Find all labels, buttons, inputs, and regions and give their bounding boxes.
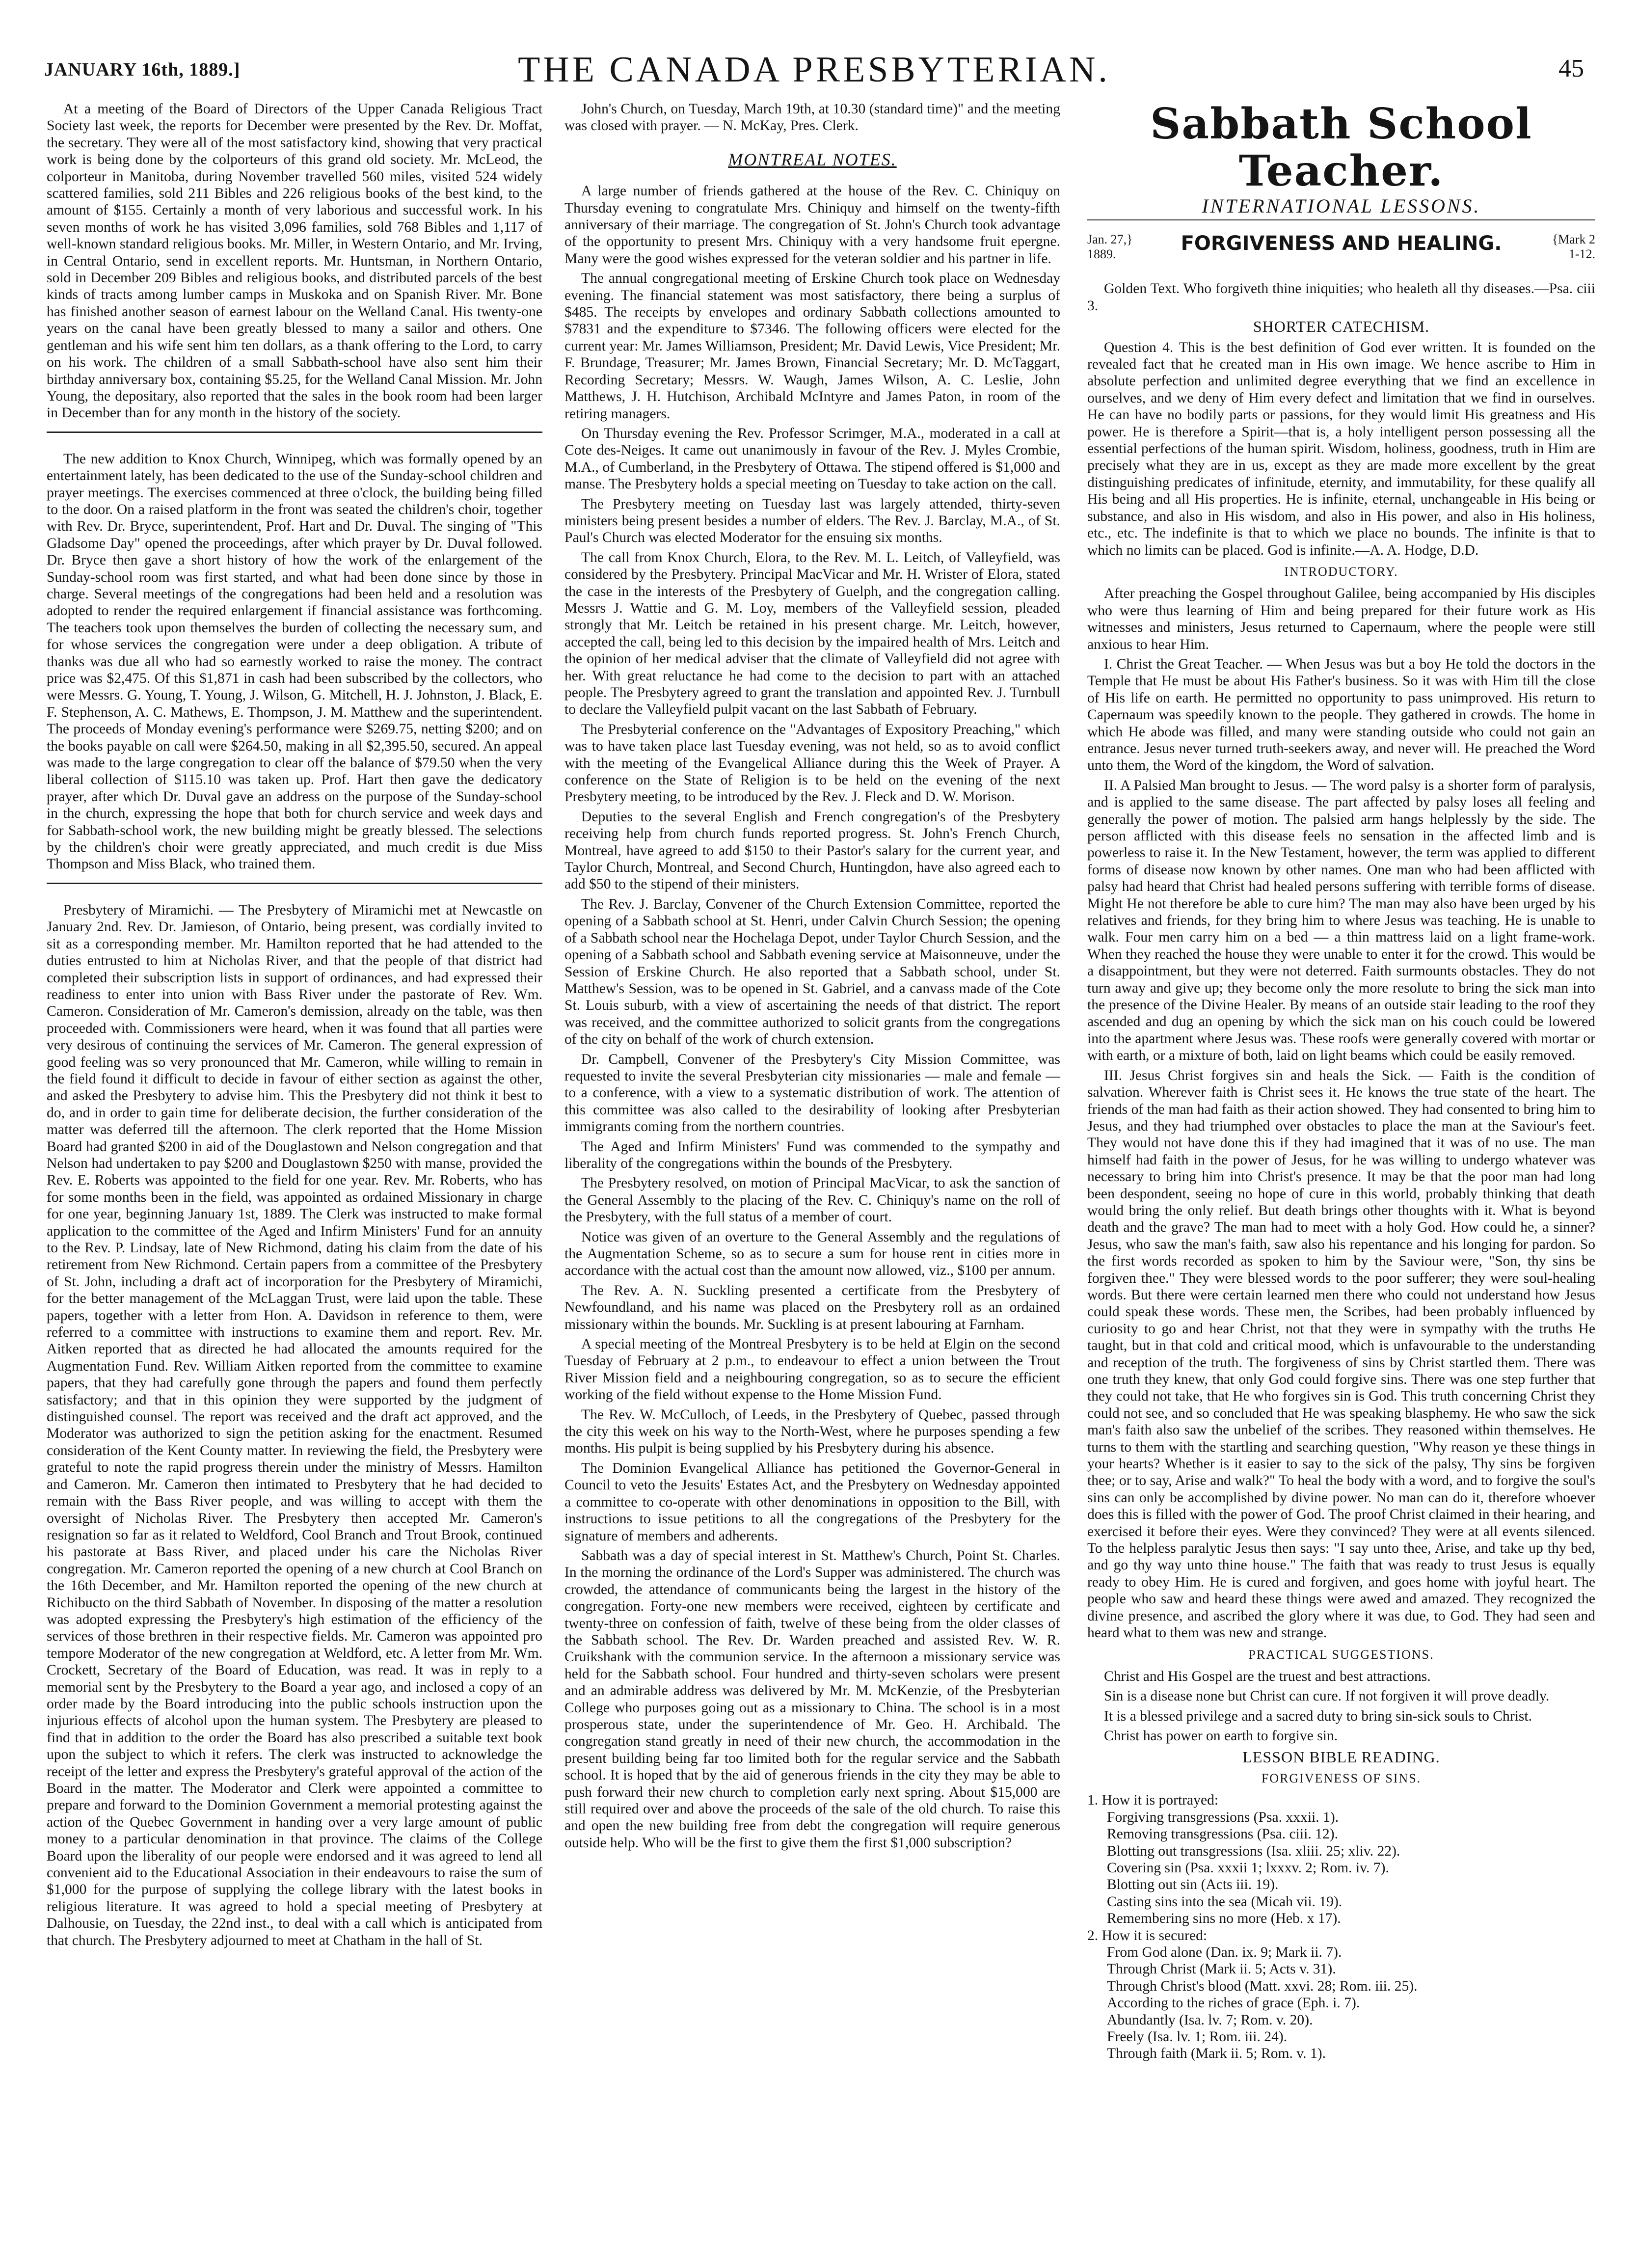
catechism-heading: SHORTER CATECHISM. bbox=[1253, 318, 1430, 336]
paragraph: The annual congregational meeting of Erskine Church took place on Wednesday evening. The financial statement was most satisfactory, there being a surplus of $485. The receipts by envelopes and ordinary Sabbath collections amounted to $7831 and the expenditure to $7346. The following officers were elected for the current year: Mr. James Williamson, President; Mr. David Lewis, Vice President; Mr. F. Brundage, Treasurer; Mr. James Brown, Financial Secretary; Mr. D. McTaggart, Recording Secretary; Messrs. W. Waugh, James Wilson, A. C. Leslie, John Matthews, J. H. Hutchison, Archibald McIntyre and James Paton, in room of the retiring managers. bbox=[564, 270, 1060, 422]
lesson-date: Jan. 27,} 1889. bbox=[1087, 232, 1133, 262]
lesson-reference: {Mark 2 1-12. bbox=[1552, 232, 1595, 262]
list-item: Removing transgressions (Psa. ciii. 12). bbox=[1107, 1826, 1338, 1842]
article-knox-church-winnipeg: The new addition to Knox Church, Winnipeg, which was formally opened by an entertainment lately, has been dedicated to the use of the Sunday-school children and prayer meetings. The exercises commenced at three o'clock, the building being filled to the door. On a raised platform in the front was seated the children's choir, together with Rev. Dr. Bryce, superintendent, Prof. Hart and Dr. Duval. The singing of "This Gladsome Day" opened the proceedings, after which prayer by Dr. Duval followed. Dr. Bryce then gave a short history of how the work of the enlargement of the Sunday-school room was first started, and what had been done since by those in charge. Several meetings of the congregations had been held and a resolution was adopted to render the required enlargement if financial assistance was forthcoming. The teachers took upon themselves the burden of collecting the necessary sum, and for whose services the congregation were under a deep obligation. A tribute of thanks was due all who had so earnestly worked to raise the money. The contract price was $2,475. Of this $1,871 in cash had been subscribed by the collectors, who were Messrs. G. Young, T. Young, J. Wilson, G. Mitchell, H. J. Johnston, J. Black, E. F. Stephenson, A. C. Mathews, E. Thompson, J. M. Matthew and the superintendent. The proceeds of Monday evening's performance were $269.75, netting $200; and on the books payable on call were $264.50, making in all $2,395.50, secured. An appeal was made to the large congregation to clear off the balance of $79.50 when the very liberal collection of $115.10 was taken up. Prof. Hart then gave the dedicatory prayer, after which Dr. Duval gave an address on the purpose of the Sunday-school in the church, expressing the hope that both for church service and week days and for Sabbath-school work, the new building might be greatly blessed. The selections by the children's choir were greatly appreciated, and much credit is due Miss Thompson and Miss Black, who trained them. bbox=[47, 451, 542, 872]
page-header bbox=[44, 49, 1584, 93]
lesson-title: FORGIVENESS AND HEALING. bbox=[1181, 232, 1502, 255]
paragraph: The Rev. W. McCulloch, of Leeds, in the Presbytery of Quebec, passed through the city this week on his way to the North-West, where he purposes spending a few months. His pulpit is being supplied by his Presbytery during his absence. bbox=[564, 1406, 1060, 1457]
list-item: Freely (Isa. lv. 1; Rom. iii. 24). bbox=[1107, 2029, 1288, 2045]
paragraph: The Rev. A. N. Suckling presented a certificate from the Presbytery of Newfoundland, and his name was placed on the Presbytery roll as an ordained missionary within the bounds. Mr. Suckling is at present labouring at Farnham. bbox=[564, 1282, 1060, 1332]
introductory-heading: INTRODUCTORY. bbox=[1284, 564, 1398, 579]
lesson-point: II. A Palsied Man brought to Jesus. — The word palsy is a shorter form of paralysis, and is applied to the same disease. The part affected by palsy loses all feeling and generally the power of motion. The palsied arm hangs helplessly by the side. The person afflicted with this disease feels no sensation in the affected limb and is powerless to raise it. In the New Testament, however, the term was applied to different forms of disease now known by other names. One man who had been afflicted with palsy had heard that Christ had healed persons suffering with terrible forms of disease. Might He not therefore be able to cure him? The man may also have been urged by his relatives and friends, for they bring him to where Jesus was teaching. He is unable to walk. Four men carry him on a bed — a thin mattress laid on a light frame-work. When they reached the house they were unable to enter it for the crowd. This would be a disappointment, but they were not deterred. Faith surmounts obstacles. They do not turn away and give up; they become only the more resolute to bring the sick man into the presence of the Divine Healer. By means of an outside stair leading to the roof they ascended and dug an opening by which the sick man on his couch could be lowered into the apartment where Jesus was. These roofs were generally covered with mortar or with earth, or a mixture of both, laid on light beams which could be easily removed. bbox=[1087, 777, 1595, 1064]
paragraph: The call from Knox Church, Elora, to the Rev. M. L. Leitch, of Valleyfield, was considered by the Presbytery. Principal MacVicar and Mr. H. Wrister of Elora, stated the case in the interests of the Presbytery of Guelph, and the congregation calling. Messrs J. Wattie and G. M. Loy, members of the Valleyfield session, pleaded strongly that Mr. Leitch be retained in his present charge. Mr. Leitch, however, accepted the call, being led to this decision by the impaired health of Mrs. Leitch and the opinion of her medical adviser that the climate of Valleyfield did not agree with her. With great reluctance he had come to the decision to part with an attached people. The Presbytery agreed to grant the translation and appointed Rev. J. Turnbull to declare the Valleyfield pulpit vacant on the last Sabbath of February. bbox=[564, 549, 1060, 718]
list-item: Casting sins into the sea (Micah vii. 19). bbox=[1107, 1893, 1343, 1910]
paragraph: Dr. Campbell, Convener of the Presbytery's City Mission Committee, was requested to invite the several Presbyterian city missionaries — male and female — to a conference, with a view to a systematic distribution of work. The attention of this committee was also called to the desirability of looking after Presbyterian immigrants coming from the northern countries. bbox=[564, 1051, 1060, 1135]
practical-item: Sin is a disease none but Christ can cure. If not forgiven it will prove deadly. bbox=[1104, 1688, 1550, 1704]
list-item: Through faith (Mark ii. 5; Rom. v. 1). bbox=[1107, 2046, 1326, 2062]
list-item: According to the riches of grace (Eph. i. 7). bbox=[1107, 1995, 1360, 2011]
paragraph: The Dominion Evangelical Alliance has petitioned the Governor-General in Council to veto the Jesuits' Estates Act, and the Presbytery on Wednesday appointed a committee to co-operate with other denominations in opposition to the Bill, with instructions to issue petitions to all the congregations of the Presbytery for the signature of members and adherents. bbox=[564, 1460, 1060, 1544]
subhead-international-lessons: INTERNATIONAL LESSONS. bbox=[1087, 198, 1595, 220]
paragraph: The Presbytery resolved, on motion of Principal MacVicar, to ask the sanction of the General Assembly to the placing of the Rev. C. Chiniquy's name on the roll of the Presbytery, with the full status of a member of court. bbox=[564, 1175, 1060, 1225]
column-3 bbox=[1087, 101, 1595, 2062]
practical-item: Christ and His Gospel are the truest and best attractions. bbox=[1104, 1668, 1431, 1684]
masthead-sabbath-school-teacher: Sabbath School Teacher. bbox=[1150, 99, 1532, 196]
paragraph: The Rev. J. Barclay, Convener of the Church Extension Committee, reported the opening of a Sabbath school at St. Henri, under Calvin Church Session; the opening of a Sabbath school near the Hochelaga Depot, under Taylor Church Session, and the opening of a Sabbath school and Sabbath evening service at Maisonneuve, under the Session of Erskine Church. He also reported that a Sabbath school, under St. Matthew's Session, was to be opened in St. Gabriel, and a canvass made of the Cote St. Louis suburb, with a view of ascertaining the needs of that district. The report was received, and the committee authorized to solicit grants from the congregations of the city on behalf of the work of church extension. bbox=[564, 896, 1060, 1048]
issue-date: JANUARY 16th, 1889.] bbox=[44, 59, 241, 80]
paragraph: Sabbath was a day of special interest in St. Matthew's Church, Point St. Charles. In the morning the ordinance of the Lord's Supper was administered. The church was crowded, the attendance of communicants being the largest in the history of the congregation. Forty-one new members were received, eighteen by certificate and twenty-three on confession of faith, twelve of these being from the older classes of the Sabbath school. The Rev. Dr. Warden preached and assisted Rev. W. R. Cruikshank with the communion service. In the afternoon a missionary service was held for the Sabbath school. Four hundred and thirty-seven scholars were present and an admirable address was delivered by Mr. M. McKenzie, of the Presbyterian College who purposes going out as a missionary to China. The school is in a most prosperous state, under the superintendence of Mr. Geo. H. Archibald. The congregation stand greatly in need of their new church, the accommodation in the present building being far too limited both for the regular service and the Sabbath school. It is hoped that by the aid of generous friends in the city they may be able to push forward their new church to completion early next spring. About $15,000 are still required over and above the proceeds of the sale of the old church. To raise this and open the new building free from debt the congregation will require generous outside help. Who will be the first to give them the first $1,000 subscription? bbox=[564, 1547, 1060, 1851]
list-item: Forgiving transgressions (Psa. xxxii. 1). bbox=[1107, 1809, 1339, 1825]
page-number: 45 bbox=[1558, 54, 1584, 82]
list-item: 1. How it is portrayed: bbox=[1087, 1792, 1219, 1809]
bible-reading-heading: LESSON BIBLE READING. bbox=[1242, 1748, 1440, 1766]
article-tract-society: At a meeting of the Board of Directors of the Upper Canada Religious Tract Society last week, the reports for December were presented by the Rev. Dr. Moffat, the secretary. They were all of the most satisfactory kind, showing that very practical work is being done by the colporteurs of this grand old society. Mr. McLeod, the colporteur in Manitoba, during November travelled 560 miles, visited 524 widely scattered families, sold 211 Bibles and 226 religious books of the best kind, to the amount of $155. Certainly a month of very laborious and successful work. In his seven months of work he has visited 3,096 families, sold 768 Bibles and 1,117 of well-known standard religious books. Mr. Miller, in Western Ontario, and Mr. Irving, in Central Ontario, send in excellent reports. Mr. Huntsman, in Northern Ontario, sold in December 209 Bibles and religious books, and distributed parcels of the best kinds of tracts among lumber camps in Muskoka and on Spanish River. Mr. Bone has finished another season of earnest labour on the Welland Canal. His twenty-one years on the canal have been greatly blessed to many a sailor and others. One gentleman and his wife sent him ten dollars, as a thank offering to the Lord, to carry on his work. The children of a small Sabbath-school have also sent him their birthday anniversary box, containing $5.25, for the Welland Canal Mission. Mr. John Young, the depositary, also reported that the sales in the book room had been larger in December than for any month in the history of the society. bbox=[47, 101, 542, 421]
bible-reading-list bbox=[1087, 1792, 1595, 2062]
publication-title: THE CANADA PRESBYTERIAN. bbox=[518, 50, 1110, 90]
catechism-text: Question 4. This is the best definition of God ever written. It is founded on the revealed fact that he created man in His own image. We hence ascribe to Him in absolute perfection and unlimited degree everything that we find an excellence in ourselves, and we deny of Him every defect and limitation that we find in ourselves. He can have no bodily parts or passions, for they would limit His greatness and His power. He is therefore a Spirit—that is, a holy intelligent person possessing all the essential perfections of the human spirit. Wisdom, holiness, goodness, truth in Him are precisely what they are in us, except as they are made more excellent by the great distinguishing predicates of infinitude, eternity, and immutability, for these qualify all His being and all His properties. He is infinite, eternal, unchangeable in His being or substance, and also in His wisdom, and also in His power, and also in His holiness, etc., etc. The indefinite is that to which we place no bounds. The infinite is that to which no limits can be placed. God is infinite.—A. A. Hodge, D.D. bbox=[1087, 339, 1595, 558]
paragraph: A large number of friends gathered at the house of the Rev. C. Chiniquy on Thursday evening to congratulate Mrs. Chiniquy and himself on the twenty-fifth anniversary of their marriage. The congregation of St. John's Church took advantage of the opportunity to present Mrs. Chiniquy with a very handsome fruit epergne. Many were the good wishes expressed for the veteran soldier and his partner in life. bbox=[564, 183, 1060, 267]
column-2 bbox=[564, 101, 1060, 1854]
introductory-text: After preaching the Gospel throughout Galilee, being accompanied by His disciples who were thus learning of Him and being prepared for their future work as His witnesses and ministers, Jesus returned to Capernaum, where the people were still anxious to hear Him. bbox=[1087, 586, 1595, 652]
paragraph: Deputies to the several English and French congregation's of the Presbytery receiving help from church funds reported progress. St. John's French Church, Montreal, have agreed to add $150 to their Pastor's salary for the current year, and Taylor Church, Montreal, and Second Church, Huntingdon, have also agreed each to add $50 to the stipend of their ministers. bbox=[564, 809, 1060, 892]
list-item: From God alone (Dan. ix. 9; Mark ii. 7). bbox=[1107, 1944, 1342, 1960]
article-presbytery-miramichi: Presbytery of Miramichi. — The Presbytery of Miramichi met at Newcastle on January 2nd. Rev. Dr. Jamieson, of Ontario, being present, was cordially invited to sit as a corresponding member. Mr. Hamilton reported that he had attended to the duties entrusted to him at Nicholas River, and that the people of that district had completed their subscription lists in support of ordinances, and had expressed their readiness to enter into union with Bass River under the pastorate of Rev. Wm. Cameron. Consideration of Mr. Cameron's demission, already on the table, was then proceeded with. Commissioners were heard, when it was found that all parties were very desirous of continuing the services of Mr. Cameron. The general expression of good feeling was so very pronounced that Mr. Cameron, while willing to remain in the field found it difficult to decide in favour of either section as against the other, and asked the Presbytery to advise him. This the Presbytery did not think it best to do, and in order to gain time for deliberate decision, the further consideration of the matter was deferred till the afternoon. The clerk reported that the Home Mission Board had granted $200 in aid of the Douglastown and Nelson congregation and that Nelson had undertaken to pay $200 and Douglastown $250 with manse, provided the Rev. E. Roberts was appointed to the field for one year. Rev. Mr. Roberts, who has for some months been in the field, was appointed as ordained Missionary in charge for one year, beginning January 1st, 1889. The Clerk was instructed to make formal application to the committee of the Aged and Infirm Ministers' Fund for an annuity to the Rev. P. Lindsay, late of New Richmond, dating his claim from the date of his retirement from New Richmond. Certain papers from a committee of the Presbytery of St. John, including a draft act of incorporation for the Presbytery of Miramichi, for the better management of the McLaggan Trust, were laid upon the table. These papers, together with a letter from Hon. A. Davidson in reference to them, were referred to a committee with instructions to examine them and report. Rev. Mr. Aitken reported that as directed he had allocated the amounts required for the Augmentation Fund. Rev. William Aitken reported from the committee to examine papers, that they had carefully gone through the papers and found them perfectly satisfactory; and that in this opinion they were supported by the judgment of distinguished counsel. The report was received and the draft act approved, and the Moderator was authorized to sign the petition asking for the enactment. Resumed consideration of the Kent County matter. In reviewing the field, the Presbytery were grateful to note the rapid progress therein under the ministry of Messrs. Hamilton and Cameron. Mr. Cameron then intimated to Presbytery that he had decided to remain with the Bass River people, and was willing to accept with them the oversight of Nicholas River. The Presbytery then accepted Mr. Cameron's resignation so far as it related to Weldford, Cool Branch and Trout Brook, continued his pastorate at Bass River, and placed under his care the Nicholas River congregation. Mr. Cameron reported the opening of a new church at Cool Branch on the 16th December, and Mr. Hamilton reported the opening of the new church at Richibucto on the third Sabbath of November. In disposing of the matter a resolution was adopted expressing the Presbytery's high estimation of the efficiency of the services of those brethren in their respective fields. Mr. Cameron was appointed pro tempore Moderator of the new congregation at Weldford, etc. A letter from Mr. Wm. Crockett, Secretary of the Board of Education, was read. It was in reply to a memorial sent by the Presbytery to the Board a year ago, and inclosed a copy of an order made by the Board introducing into the public schools instruction upon the injurious effects of alcohol upon the human system. The Presbytery are pleased to find that in addition to the order the Board has also prescribed a suitable text book upon the subject to which it refers. The clerk was instructed to acknowledge the receipt of the letter and express the Presbytery's grateful approval of the action of the Board in the matter. The Moderator and Clerk were appointed a committee to prepare and forward to the Dominion Government a memorial protesting against the action of the Quebec Government in handing over a very large amount of public money to a particular denomination in that province. The claims of the College Board upon the liberality of our people were endorsed and it was agreed to lend all convenient aid to the Educational Association in their endeavours to raise the sum of $1,000 for the purpose of supplying the college library with the latest books in religious literature. It was agreed to hold a special meeting of Presbytery at Dalhousie, on Tuesday, the 22nd inst., to deal with a call which is anticipated from that church. The Presbytery adjourned to meet at Chatham in the hall of St. bbox=[47, 902, 542, 1948]
list-item: Covering sin (Psa. xxxii 1; lxxxv. 2; Rom. iv. 7). bbox=[1107, 1860, 1389, 1876]
list-item: 2. How it is secured: bbox=[1087, 1927, 1208, 1944]
column-1 bbox=[47, 101, 542, 1952]
lesson-point: III. Jesus Christ forgives sin and heals the Sick. — Faith is the condition of salvation. Wherever faith is Christ sees it. He knows the true state of the heart. The friends of the man had faith as their action showed. They had consented to bring him to Jesus, and they had triumphed over obstacles to place the man at the Saviour's feet. They would not have done this if they had imagined that it was of no use. The man himself had faith in the power of Jesus, for he was willing to undergo whatever was necessary to bring him into Christ's presence. It may be that the poor man had long been despondent, seeing no hope of cure in this world, probably thinking that death would bring the only relief. But death brings other thoughts with it. What is beyond death and the grave? The man had to meet with a holy God. How could he, a sinner? Jesus, who saw the man's faith, saw also his repentance and his longing for pardon. So the first words recorded as spoken to him by the Saviour were, "Son, thy sins be forgiven thee." They were blessed words to the poor sufferer; they were soul-healing words. But there were certain learned men there who could not understand how Jesus could speak these words. These men, the Scribes, had been probably influenced by curiosity to go and hear Christ, not that they were in sympathy with the truths He taught, but in that cold and critical mood, which is unfavourable to the understanding and reception of the truth. The forgiveness of sins by Christ startled them. There was one truth they knew, that only God could forgive sins. There was one step further that they could not take, that He who forgives sin is God. This truth concerning Christ they could not see, and so concluded that He was speaking blasphemy. He who saw the sick man's faith also saw the unbelief of the scribes. They reasoned within themselves. He turns to them with the startling and searching question, "Why reason ye these things in your hearts? Whether is it easier to say to the sick of the palsy, Thy sins be forgiven thee; or to say, Arise and walk?" To heal the body with a word, and to forgive the soul's sins can only be accomplished by divine power. No man can do it, therefore whoever does this is filled with the power of God. The proof Christ claimed in their hearing, and exercised it before their eyes. Were they convinced? They were at all events silenced. To the helpless paralytic Jesus then says: "I say unto thee, Arise, and take up thy bed, and go thy way unto thine house." The faith that was ready to trust Jesus is equally ready to obey Him. He is cured and forgiven, and goes home with joyful heart. The people who saw and heard these things were awed and amazed. They recognized the divine presence, and ascribed the glory where it was due, to God. They had seen and heard what to them was new and strange. bbox=[1087, 1067, 1596, 1641]
paragraph: A special meeting of the Montreal Presbytery is to be held at Elgin on the second Tuesday of February at 2 p.m., to endeavour to effect a union between the Trout River Mission field and a neighbouring congregation, so as to secure the efficient working of the field without expense to the Home Mission Fund. bbox=[564, 1336, 1060, 1403]
paragraph: The Presbytery meeting on Tuesday last was largely attended, thirty-seven ministers being present besides a number of elders. The Rev. J. Barclay, M.A., of St. Paul's Church was elected Moderator for the ensuing six months. bbox=[564, 496, 1060, 546]
practical-item: It is a blessed privilege and a sacred duty to bring sin-sick souls to Christ. bbox=[1104, 1708, 1532, 1724]
list-item: Abundantly (Isa. lv. 7; Rom. v. 20). bbox=[1107, 2012, 1313, 2028]
list-item: Blotting out transgressions (Isa. xliii. 25; xliv. 22). bbox=[1107, 1843, 1400, 1859]
lesson-point: I. Christ the Great Teacher. — When Jesus was but a boy He told the doctors in the Temple that He must be about His Father's business. So it was with Him till the close of His life on earth. He permitted no opportunity to pass unimproved. His return to Capernaum was speedily known to the people. They gathered in crowds. The home in which He abode was filled, and many were standing outside who could not gain an entrance. Jesus never turned truth-seekers away, and never will. He preached the Word unto them, the Word of the kingdom, the Word of salvation. bbox=[1087, 656, 1595, 774]
paragraph: Notice was given of an overture to the General Assembly and the regulations of the Augmentation Scheme, so as to secure a sum for house rent in cities more in accordance with the actual cost than the amount now allowed, viz., $100 per annum. bbox=[564, 1229, 1060, 1279]
list-item: Blotting out sin (Acts iii. 19). bbox=[1107, 1877, 1279, 1893]
divider bbox=[47, 883, 542, 884]
lesson-heading bbox=[1087, 230, 1595, 277]
paragraph: On Thursday evening the Rev. Professor Scrimger, M.A., moderated in a call at Cote des-Neiges. It came out unanimously in favour of the Rev. J. Myles Crombie, M.A., of Cumberland, in the Presbytery of Ottawa. The stipend offered is $1,000 and manse. The Presbytery holds a special meeting on Tuesday to take action on the call. bbox=[564, 425, 1060, 492]
golden-text: Golden Text. Who forgiveth thine iniquities; who healeth all thy diseases.—Psa. ciii 3. bbox=[1087, 281, 1595, 314]
list-item: Through Christ's blood (Matt. xxvi. 28; Rom. iii. 25). bbox=[1107, 1978, 1418, 1994]
list-item: Remembering sins no more (Heb. x 17). bbox=[1107, 1911, 1341, 1927]
continued-article-end: John's Church, on Tuesday, March 19th, at 10.30 (standard time)" and the meeting was closed with prayer. — N. McKay, Pres. Clerk. bbox=[564, 101, 1060, 134]
practical-heading: PRACTICAL SUGGESTIONS. bbox=[1248, 1647, 1434, 1662]
paragraph: The Presbyterial conference on the "Advantages of Expository Preaching," which was to have taken place last Tuesday evening, was not held, so as to avoid conflict with the meeting of the Evangelical Alliance during this the Week of Prayer. A conference on the State of Religion is to be held on the evening of the next Presbytery meeting, to be introduced by the Rev. J. Fleck and D. W. Morison. bbox=[564, 721, 1060, 805]
section-title-montreal-notes: MONTREAL NOTES. bbox=[728, 149, 897, 169]
divider bbox=[47, 432, 542, 433]
bible-reading-subheading: FORGIVENESS OF SINS. bbox=[1261, 1771, 1422, 1785]
list-item: Through Christ (Mark ii. 5; Acts v. 31). bbox=[1107, 1961, 1336, 1977]
paragraph: The Aged and Infirm Ministers' Fund was commended to the sympathy and liberality of the congregations within the bounds of the Presbytery. bbox=[564, 1138, 1060, 1171]
practical-item: Christ has power on earth to forgive sin. bbox=[1104, 1728, 1338, 1744]
